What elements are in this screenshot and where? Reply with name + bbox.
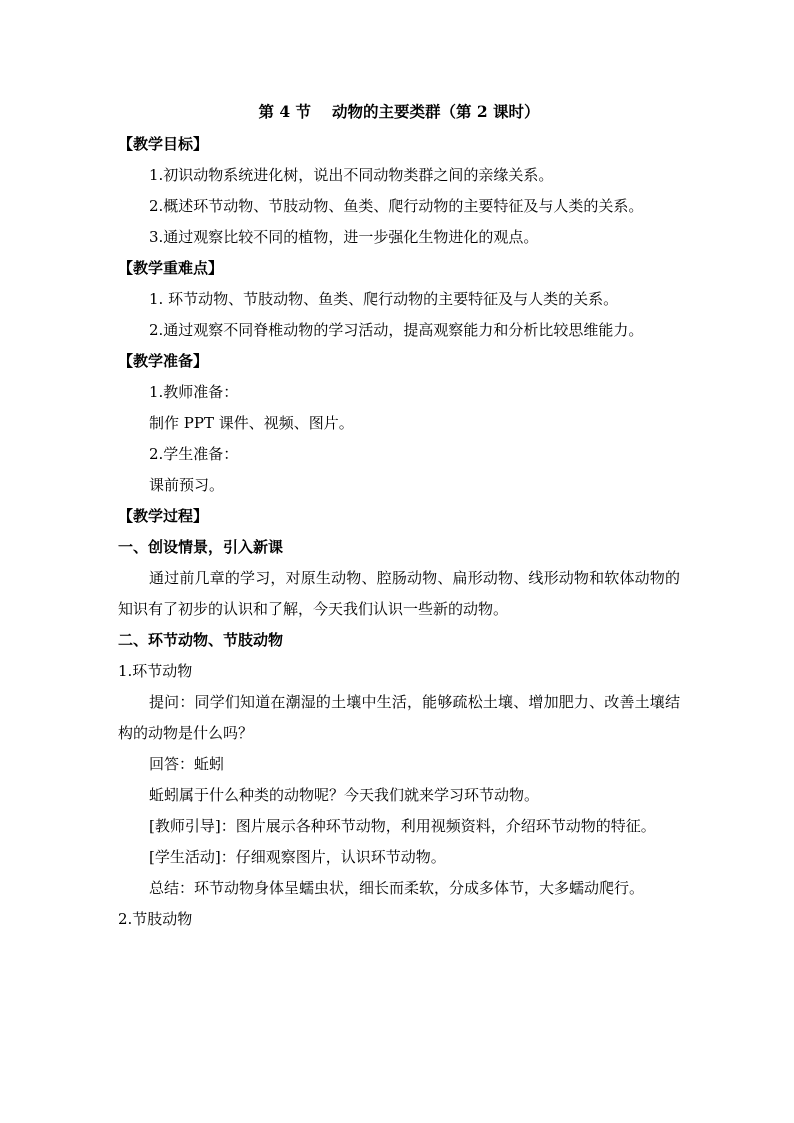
part1-heading: 一、创设情景，引入新课 — [118, 538, 284, 556]
question-paragraph: 提问：同学们知道在潮湿的土壤中生活，能够疏松土壤、增加肥力、改善土壤结构的动物是什么吗？ — [118, 693, 680, 742]
preparation-item: 课前预习。 — [149, 476, 225, 494]
objective-item: 1.初识动物系统进化树，说出不同动物类群之间的亲缘关系。 — [149, 166, 554, 184]
preparation-item: 1.教师准备： — [149, 383, 239, 401]
process-heading: 【教学过程】 — [118, 507, 209, 525]
summary-line: 总结：环节动物身体呈蠕虫状，细长而柔软，分成多体节，大多蠕动爬行。 — [149, 879, 645, 897]
part1-paragraph: 通过前几章的学习，对原生动物、腔肠动物、扁形动物、线形动物和软体动物的知识有了初步的认识和了解，今天我们认识一些新的动物。 — [118, 569, 680, 618]
preparation-item: 制作 PPT 课件、视频、图片。 — [149, 414, 354, 432]
page-title: 第 4 节 动物的主要类群（第 2 课时） — [258, 102, 540, 121]
subsection-annelids: 1.环节动物 — [118, 662, 193, 680]
key-points-heading: 【教学重难点】 — [118, 259, 224, 277]
student-activity-line: [学生活动]：仔细观察图片，认识环节动物。 — [149, 848, 446, 866]
key-point-item: 2.通过观察不同脊椎动物的学习活动，提高观察能力和分析比较思维能力。 — [149, 321, 644, 339]
key-point-item: 1. 环节动物、节肢动物、鱼类、爬行动物的主要特征及与人类的关系。 — [149, 290, 619, 308]
answer-line: 回答：蚯蚓 — [149, 755, 225, 773]
preparation-item: 2.学生准备： — [149, 445, 239, 463]
objective-item: 2.概述环节动物、节肢动物、鱼类、爬行动物的主要特征及与人类的关系。 — [149, 197, 644, 215]
objectives-heading: 【教学目标】 — [118, 135, 209, 153]
objective-item: 3.通过观察比较不同的植物，进一步强化生物进化的观点。 — [149, 228, 539, 246]
teacher-guide-line: [教师引导]：图片展示各种环节动物，利用视频资料，介绍环节动物的特征。 — [149, 817, 656, 835]
subsection-arthropods: 2.节肢动物 — [118, 910, 193, 928]
preparation-heading: 【教学准备】 — [118, 352, 209, 370]
part2-heading: 二、环节动物、节肢动物 — [118, 631, 284, 649]
document-page — [118, 98, 680, 935]
body-line: 蚯蚓属于什么种类的动物呢？今天我们就来学习环节动物。 — [149, 786, 540, 804]
